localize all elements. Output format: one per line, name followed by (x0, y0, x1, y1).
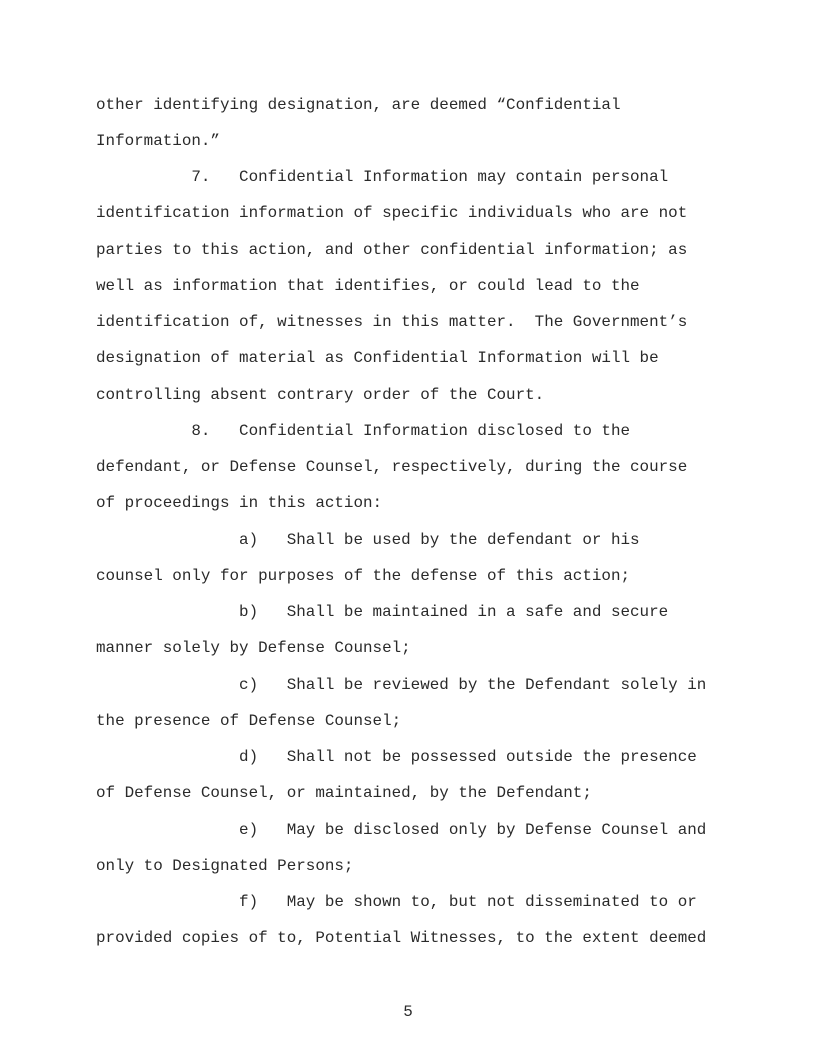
text-line-16: manner solely by Defense Counsel; (96, 639, 411, 657)
text-line-17: c) Shall be reviewed by the Defendant solely in (96, 676, 707, 694)
text-line-1: other identifying designation, are deemed “Confidential (96, 96, 621, 114)
text-line-15: b) Shall be maintained in a safe and secure (96, 603, 669, 621)
text-line-14: counsel only for purposes of the defense of this action; (96, 567, 631, 585)
text-line-13: a) Shall be used by the defendant or his (96, 531, 640, 549)
text-line-9: controlling absent contrary order of the Court. (96, 386, 545, 404)
text-line-23: f) May be shown to, but not disseminated to or (96, 893, 697, 911)
text-line-5: parties to this action, and other confidential information; as (96, 241, 688, 259)
text-line-7: identification of, witnesses in this matter. The Government’s (96, 313, 688, 331)
text-line-22: only to Designated Persons; (96, 857, 354, 875)
text-line-8: designation of material as Confidential Information will be (96, 349, 659, 367)
text-line-11: defendant, or Defense Counsel, respectively, during the course (96, 458, 688, 476)
text-line-20: of Defense Counsel, or maintained, by the Defendant; (96, 784, 592, 802)
text-line-12: of proceedings in this action: (96, 494, 383, 512)
text-line-10: 8. Confidential Information disclosed to the (96, 422, 631, 440)
text-line-18: the presence of Defense Counsel; (96, 712, 402, 730)
text-line-2: Information.” (96, 132, 220, 150)
text-line-21: e) May be disclosed only by Defense Counsel and (96, 821, 707, 839)
text-line-19: d) Shall not be possessed outside the presence (96, 748, 697, 766)
text-line-4: identification information of specific individuals who are not (96, 204, 688, 222)
text-line-24: provided copies of to, Potential Witnesses, to the extent deemed (96, 929, 707, 947)
text-line-3: 7. Confidential Information may contain personal (96, 168, 669, 186)
text-line-6: well as information that identifies, or could lead to the (96, 277, 640, 295)
page-number: 5 (403, 1003, 413, 1021)
